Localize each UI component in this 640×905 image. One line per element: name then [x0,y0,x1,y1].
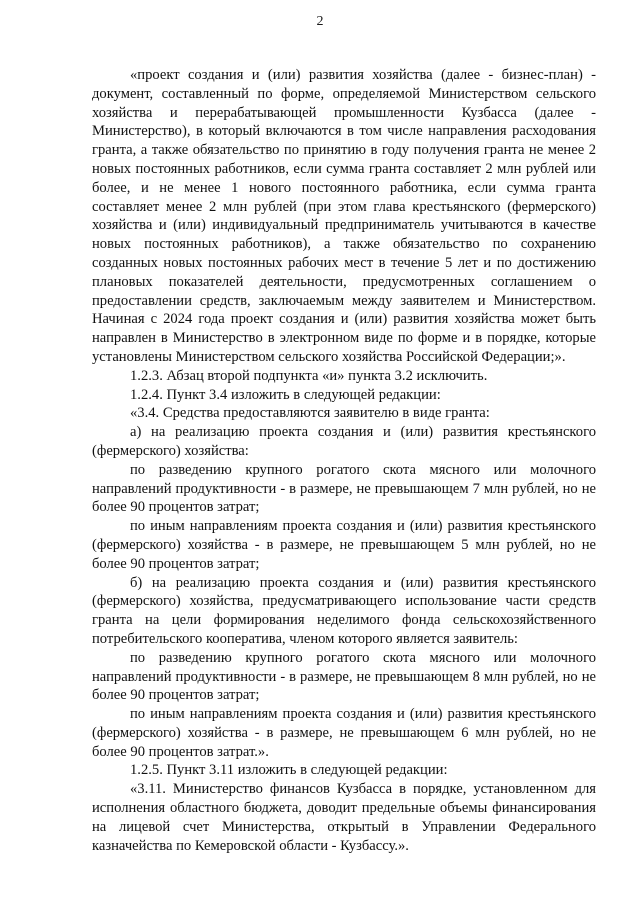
paragraph-3-4-b: б) на реализацию проекта создания и (или) развития крестьянского (фермерского) хозяйства, предусматривающего использование части средств гранта на цели формирования неделимого фонда сельскохозяйственного потребительского кооператива, членом которого является заявитель: [92,574,596,647]
document-body [92,66,596,855]
paragraph-3-4-intro: «3.4. Средства предоставляются заявителю в виде гранта: [130,405,490,422]
page-number: 2 [316,14,324,29]
paragraph-3-4-b-cattle: по разведению крупного рогатого скота мясного или молочного направлений продуктивности - в размере, не превышающем 8 млн рублей, но не более 90 процентов затрат; [92,649,596,704]
paragraph-1-2-4: 1.2.4. Пункт 3.4 изложить в следующей редакции: [130,386,441,403]
paragraph-3-11: «3.11. Министерство финансов Кузбасса в порядке, установленном для исполнения областного бюджета, доводит предельные объемы финансирования на лицевой счет Министерства, открытый в Управлении Федерального казначейства по Кемеровской области - Кузбассу.». [92,781,596,854]
paragraph-3-4-a-cattle: по разведению крупного рогатого скота мясного или молочного направлений продуктивности - в размере, не превышающем 7 млн рублей, но не более 90 процентов затрат; [92,461,596,516]
paragraph-3-4-a: а) на реализацию проекта создания и (или) развития крестьянского (фермерского) хозяйства: [92,424,596,459]
paragraph-business-plan-definition: «проект создания и (или) развития хозяйства (далее - бизнес-план) - документ, составленный по форме, определяемой Министерством сельского хозяйства и перерабатывающей промышленности Кузбасса (далее - Министерство), в который включаются в том числе направления расходования гранта, а также обязательство по принятию в году получения гранта не менее 2 новых постоянных работников, если сумма гранта составляет 2 млн рублей или более, и не менее 1 нового постоянного работника, если сумма гранта составляет менее 2 млн рублей (при этом глава крестьянского (фермерского) хозяйства и (или) индивидуальный предприниматель учитываются в качестве новых постоянных работников), а также обязательство по сохранению созданных новых постоянных рабочих мест в течение 5 лет и по достижению плановых показателей деятельности, предусмотренных соглашением о предоставлении средств, заключаемым между заявителем и Министерством. Начиная с 2024 года проект создания и (или) развития хозяйства может быть направлен в Министерство в электронном виде по форме и в порядке, которые установлены Министерством сельского хозяйства Российской Федерации;». [92,67,596,365]
paragraph-3-4-a-other: по иным направлениям проекта создания и (или) развития крестьянского (фермерского) хозяйства - в размере, не превышающем 5 млн рублей, но не более 90 процентов затрат; [92,518,596,572]
paragraph-1-2-3: 1.2.3. Абзац второй подпункта «и» пункта 3.2 исключить. [130,367,488,384]
paragraph-3-4-b-other: по иным направлениям проекта создания и (или) развития крестьянского (фермерского) хозяйства - в размере, не превышающем 6 млн рублей, но не более 90 процентов затрат.». [92,706,596,760]
paragraph-1-2-5: 1.2.5. Пункт 3.11 изложить в следующей редакции: [130,762,448,779]
